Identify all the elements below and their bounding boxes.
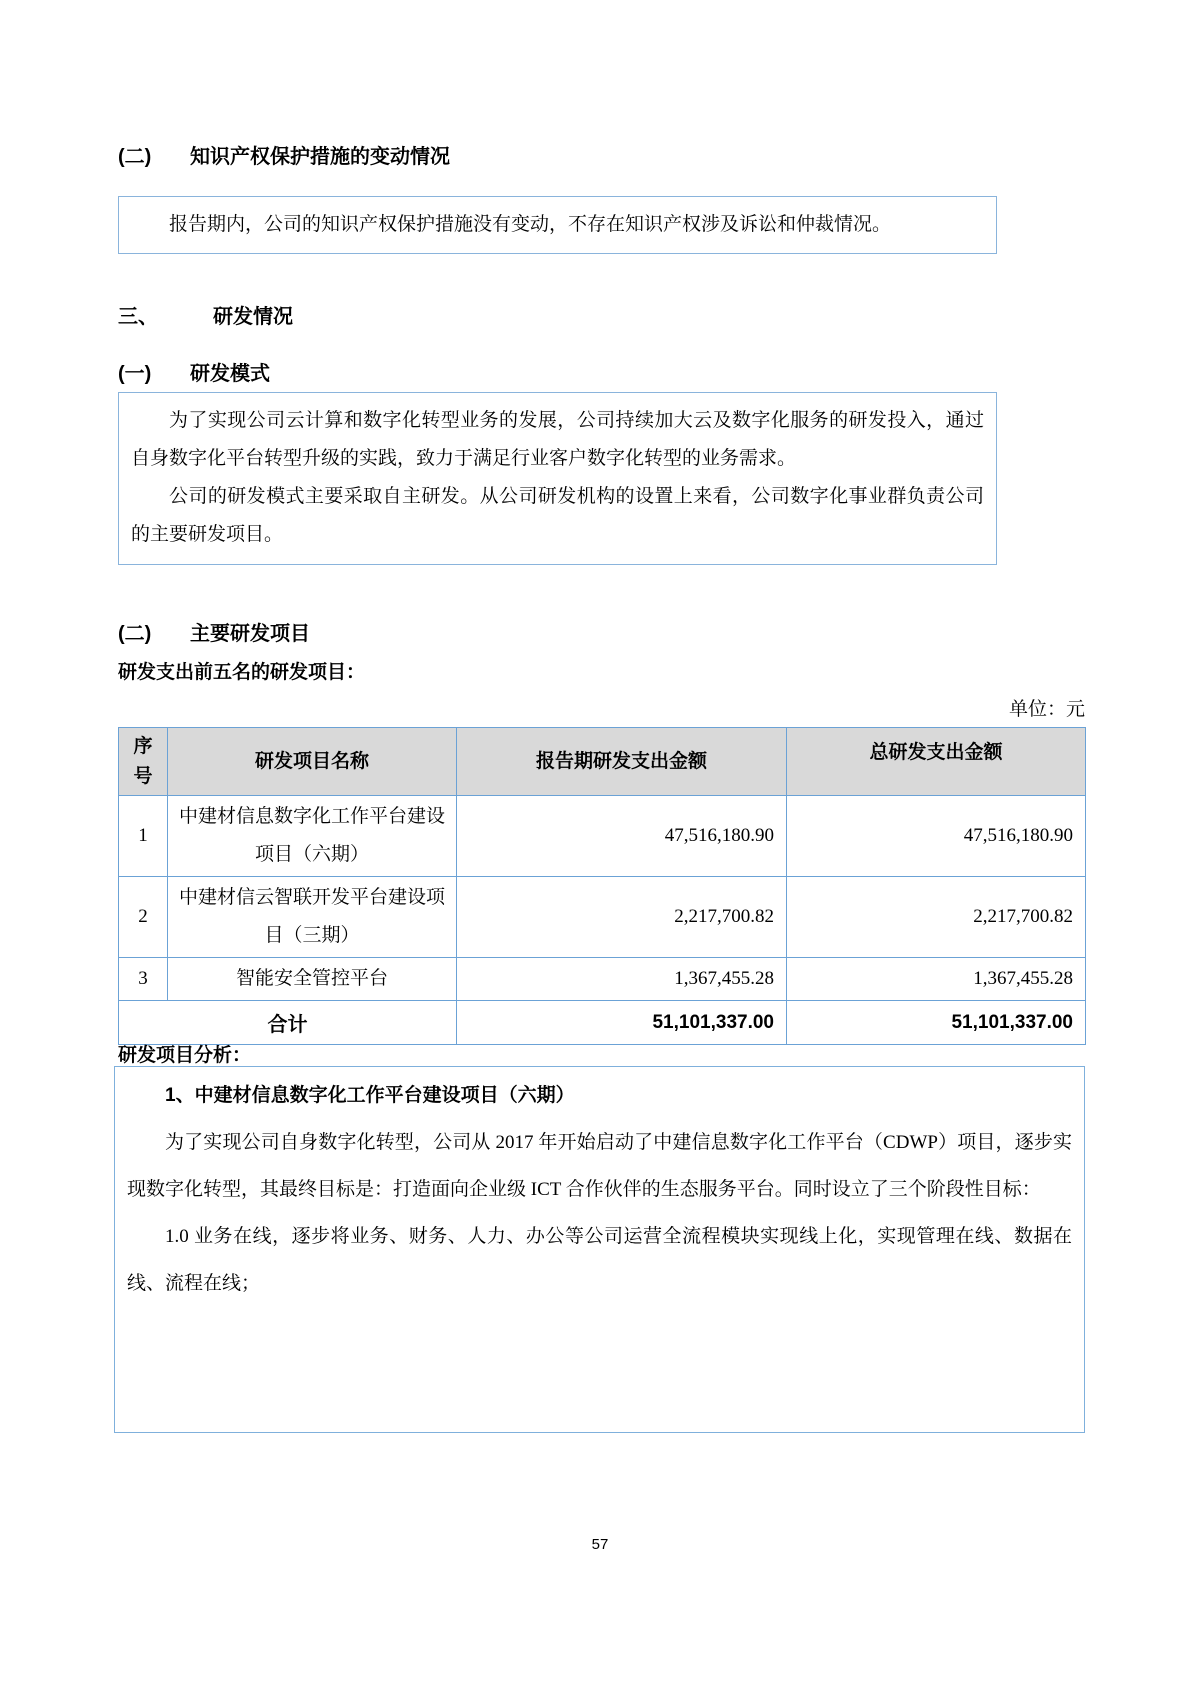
cell-period-amount: 2,217,700.82 — [457, 877, 787, 958]
unit-label: 单位：元 — [1008, 699, 1085, 720]
analysis-label: 研发项目分析： — [118, 1045, 252, 1066]
cell-period-amount: 47,516,180.90 — [457, 796, 787, 877]
cell-period-amount: 1,367,455.28 — [457, 958, 787, 1001]
section-title: 研发模式 — [190, 363, 270, 385]
table-header — [119, 728, 1086, 796]
paragraph: 1.0 业务在线，逐步将业务、财务、人力、办公等公司运营全流程模块实现线上化，实现管理在线、数据在线、流程在线； — [127, 1226, 1072, 1294]
section-title: 知识产权保护措施的变动情况 — [190, 146, 450, 168]
table-row — [119, 958, 1086, 1001]
cell-total-amount: 47,516,180.90 — [787, 796, 1086, 877]
rd-mode-text-box — [118, 392, 997, 565]
cell-project-name: 中建材信云智联开发平台建设项目（三期） — [168, 877, 457, 958]
header-project-name: 研发项目名称 — [168, 728, 457, 796]
analysis-text-box — [114, 1066, 1085, 1433]
analysis-box-heading: 1、中建材信息数字化工作平台建设项目（六期） — [165, 1085, 575, 1106]
section-title: 主要研发项目 — [190, 623, 310, 645]
ip-protection-text-box — [118, 196, 997, 254]
section-heading-rd-mode — [118, 357, 270, 386]
cell-total-amount: 2,217,700.82 — [787, 877, 1086, 958]
section-number: (二) — [118, 623, 152, 645]
cell-total-label: 合计 — [119, 1001, 457, 1045]
section-heading-rd — [118, 300, 293, 329]
paragraph: 为了实现公司云计算和数字化转型业务的发展，公司持续加大云及数字化服务的研发投入，通过自身数字化平台转型升级的实践，致力于满足行业客户数字化转型的业务需求。 — [131, 410, 984, 469]
cell-project-name: 中建材信息数字化工作平台建设项目（六期） — [168, 796, 457, 877]
page-number: 57 — [591, 1536, 609, 1553]
header-no: 序号 — [119, 728, 168, 796]
section-number: 三、 — [118, 306, 158, 328]
table-row — [119, 796, 1086, 877]
section-title: 研发情况 — [213, 306, 293, 328]
header-total-amount: 总研发支出金额 — [787, 728, 1086, 796]
cell-total-amount: 1,367,455.28 — [787, 958, 1086, 1001]
cell-no: 3 — [119, 958, 168, 1001]
section-number: (二) — [118, 146, 152, 168]
section-heading-rd-projects — [118, 617, 310, 646]
table-header-row — [119, 728, 1086, 796]
cell-period-amount-total: 51,101,337.00 — [457, 1001, 787, 1045]
cell-total-amount-total: 51,101,337.00 — [787, 1001, 1086, 1045]
paragraph: 报告期内，公司的知识产权保护措施没有变动，不存在知识产权涉及诉讼和仲裁情况。 — [169, 214, 892, 235]
cell-project-name: 智能安全管控平台 — [168, 958, 457, 1001]
rd-expenditure-table — [118, 727, 1086, 1045]
paragraph: 公司的研发模式主要采取自主研发。从公司研发机构的设置上来看，公司数字化事业群负责公司的主要研发项目。 — [131, 486, 984, 545]
header-period-amount: 报告期研发支出金额 — [457, 728, 787, 796]
section-number: (一) — [118, 363, 152, 385]
table-total-row — [119, 1001, 1086, 1045]
paragraph: 为了实现公司自身数字化转型，公司从 2017 年开始启动了中建信息数字化工作平台（CDWP）项目，逐步实现数字化转型，其最终目标是：打造面向企业级 ICT 合作伙伴的生态服务平台。同时设立了三个阶段性目标： — [127, 1132, 1072, 1200]
table-row — [119, 877, 1086, 958]
table-body — [119, 796, 1086, 1045]
section-heading-ip-protection — [118, 140, 450, 169]
cell-no: 2 — [119, 877, 168, 958]
cell-no: 1 — [119, 796, 168, 877]
table-intro-label: 研发支出前五名的研发项目： — [118, 662, 366, 683]
